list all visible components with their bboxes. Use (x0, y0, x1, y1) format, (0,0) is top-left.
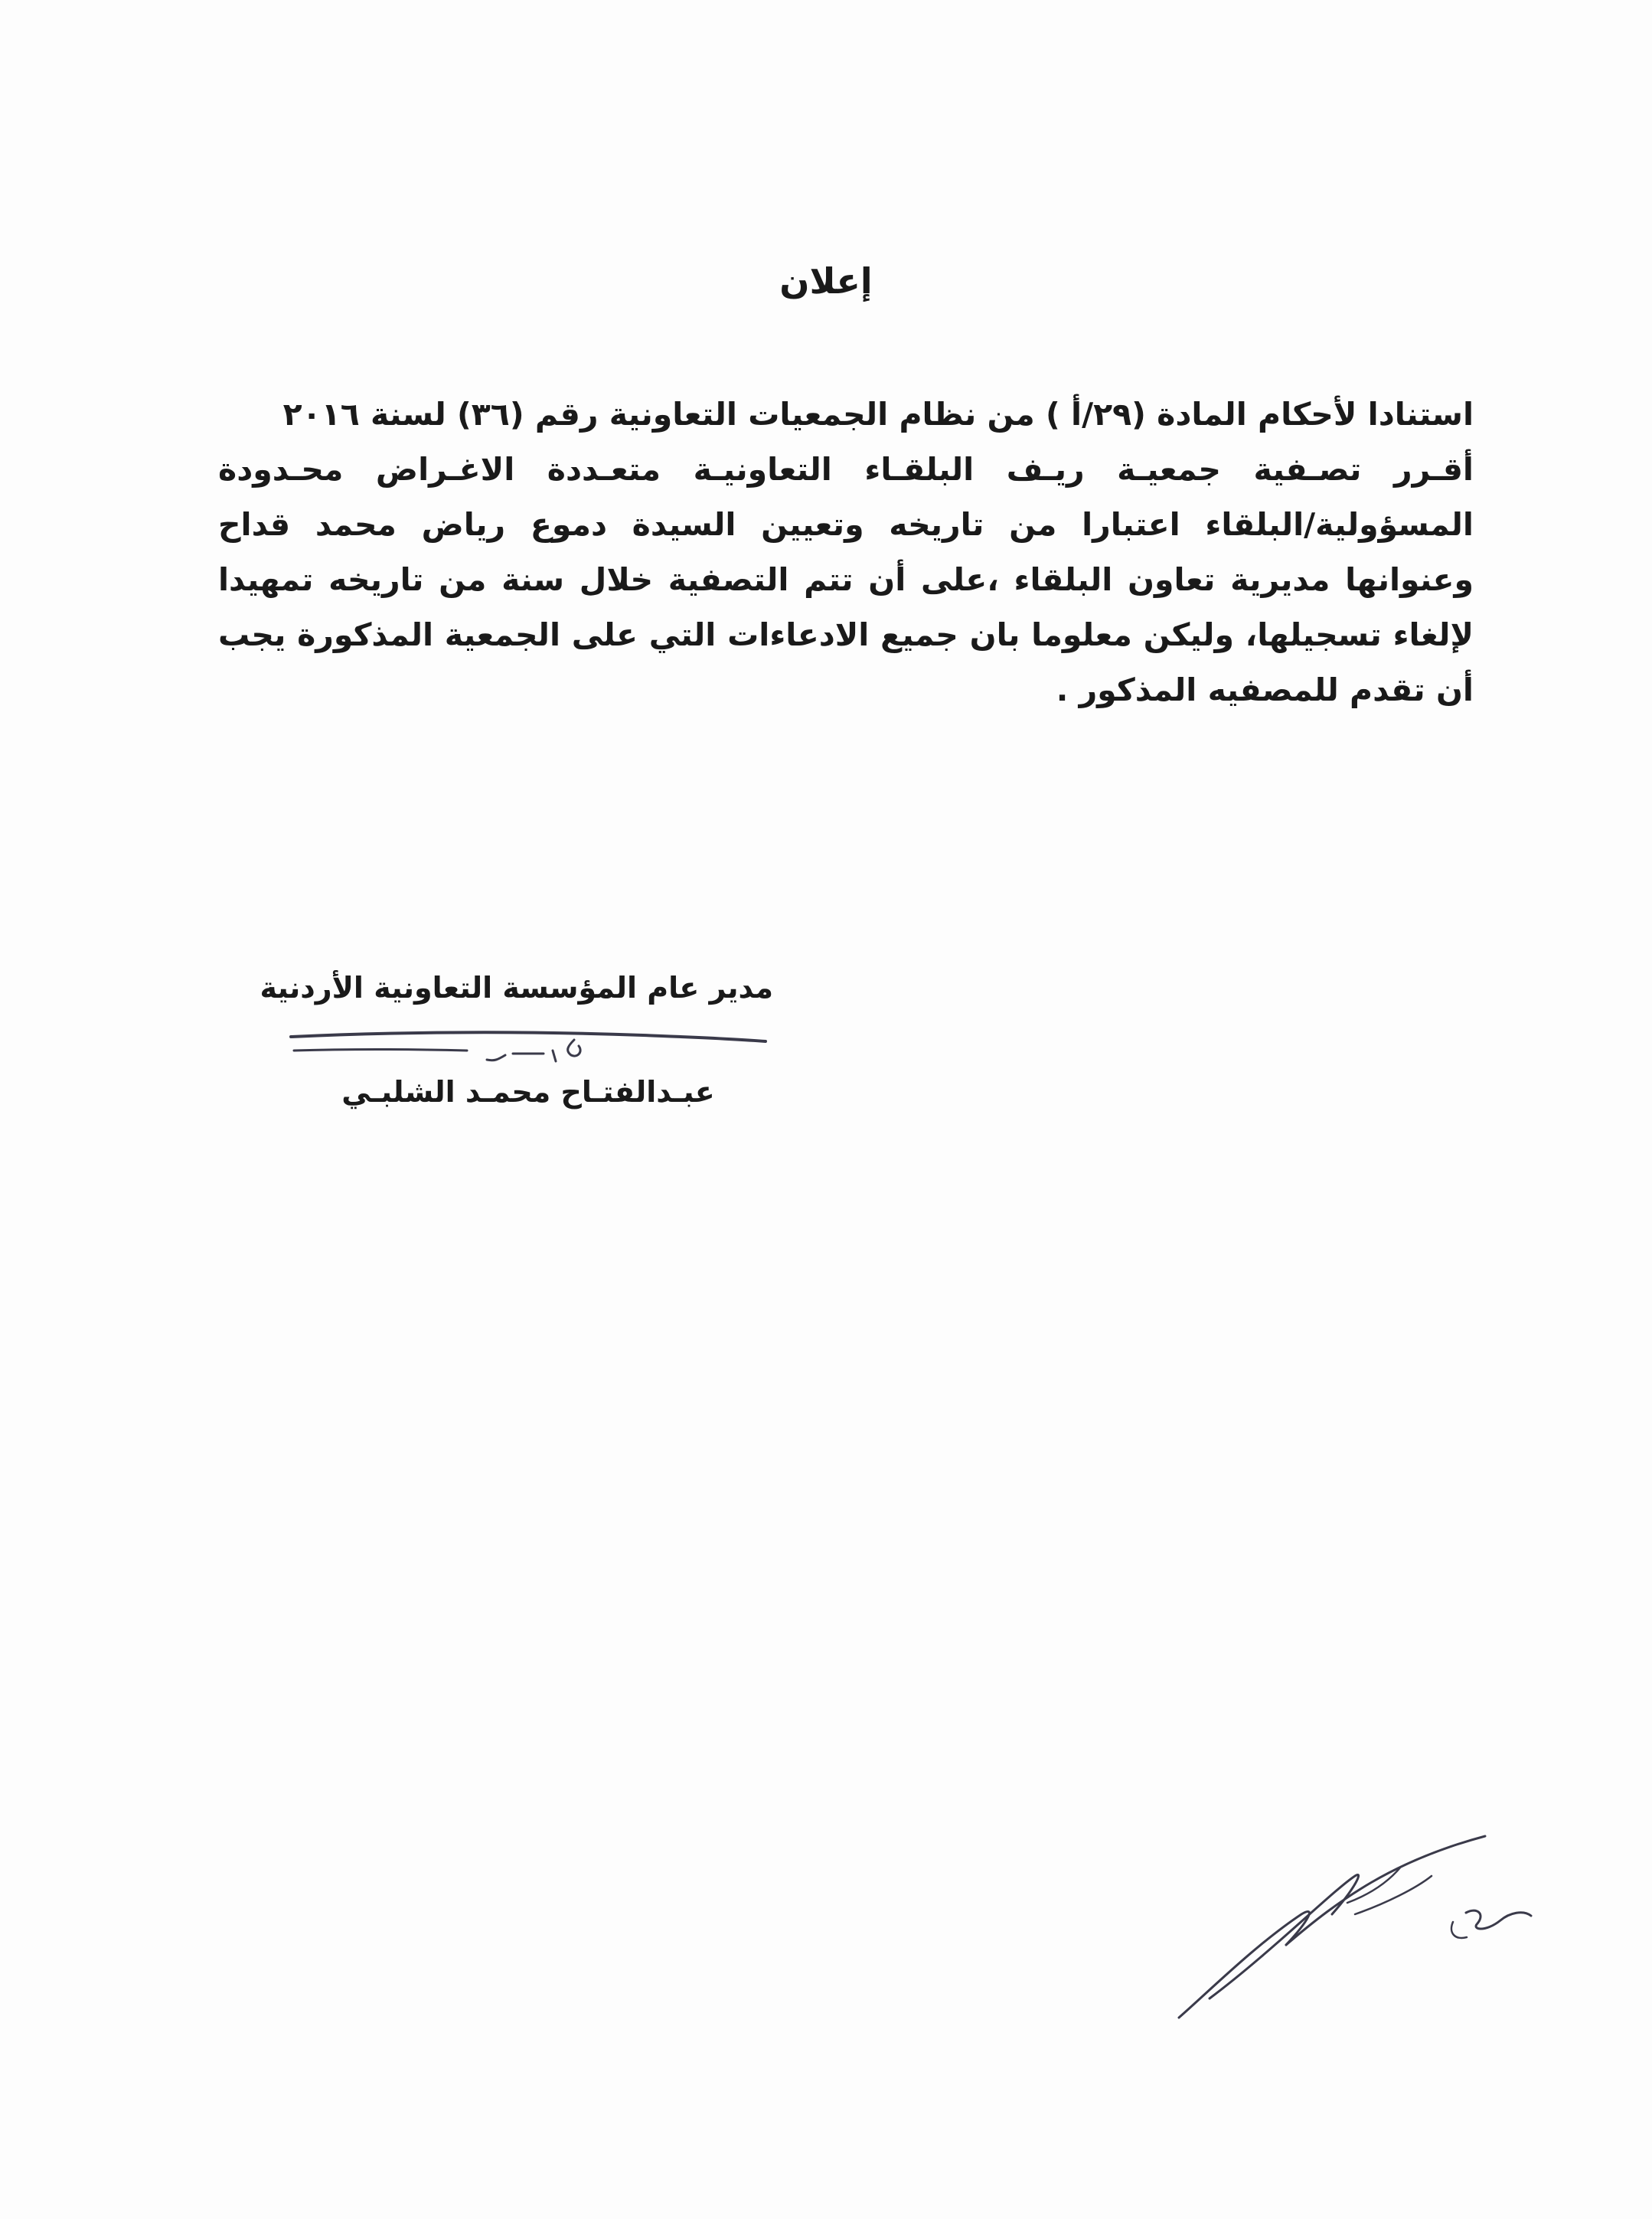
page-title: إعلان (779, 260, 873, 302)
paragraph-legal-basis: استنادا لأحكام المادة (٢٩/أ ) من نظام الجمعيات التعاونية رقم (٣٦) لسنة ٢٠١٦ (282, 396, 1474, 433)
signature-block (207, 965, 773, 1115)
handwritten-signature-icon (283, 1015, 773, 1069)
signatory-title: مدير عام المؤسسة التعاونية الأردنية (260, 971, 773, 1005)
handwritten-initials-icon (1164, 1830, 1562, 2029)
announcement-body (218, 387, 1474, 717)
paragraph-decision: أقـرر تصـفية جمعيـة ريـف البلقـاء التعاونيـة متعـددة الاغـراض محـدودة المسؤولية/البلقاء اعتبارا من تاريخه وتعيين السيدة دموع رياض محمد قداح وعنوانها مديرية تعاون البلقاء ،على أن تتم التصفية خلال سنة من تاريخه تمهيدا لإلغاء تسجيلها، وليكن معلوما بان جميع الادعاءات التي على الجمعية المذكورة يجب أن تقدم للمصفيه المذكور . (218, 451, 1474, 708)
signatory-name: عبـدالفتـاح محمـد الشلبـي (341, 1075, 715, 1109)
